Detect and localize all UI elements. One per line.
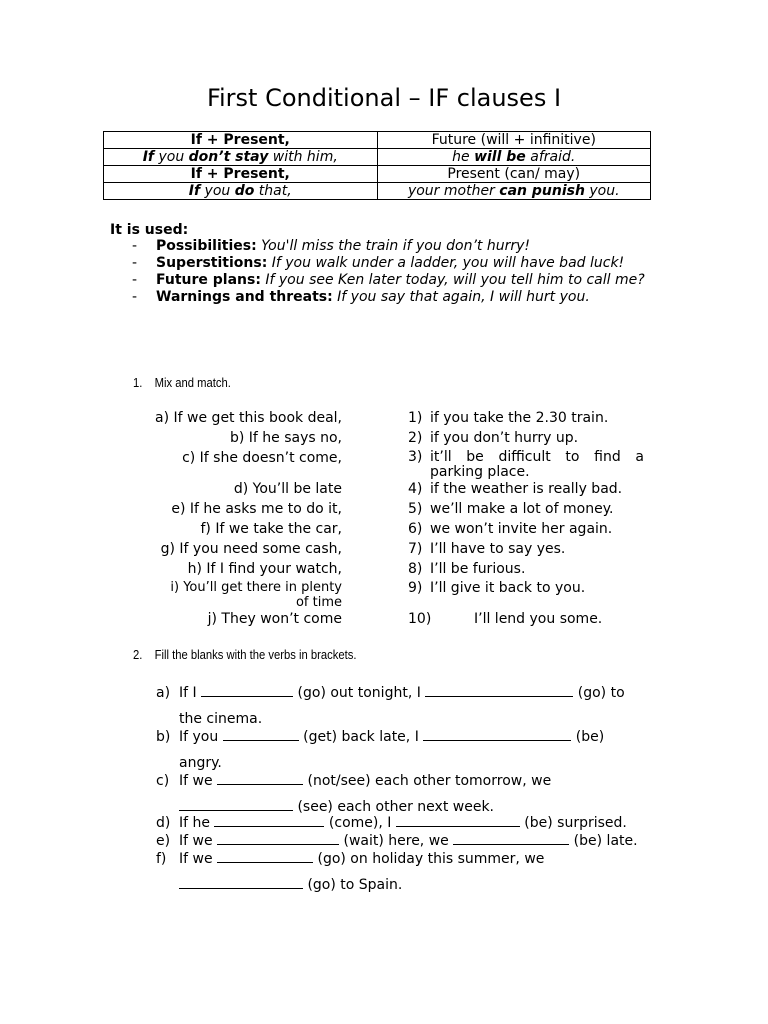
text-span: (be) surprised.	[519, 815, 627, 831]
item-number: 7)	[408, 541, 423, 557]
item-number: 8)	[408, 561, 423, 577]
fill-the-blanks	[156, 680, 666, 898]
text-span: you	[200, 183, 235, 199]
table-row	[104, 149, 651, 166]
list-item	[130, 289, 650, 306]
answer-blank[interactable]	[217, 772, 303, 785]
bold-word: If	[142, 149, 155, 165]
text-span: you.	[584, 183, 620, 199]
clause-left-line: i) You’ll get there in plenty	[170, 580, 342, 595]
item-letter: a)	[156, 685, 171, 701]
bold-word: do	[234, 183, 255, 199]
clause-left: f) If we take the car,	[200, 521, 342, 537]
text-span: If we	[179, 851, 218, 867]
section-title: Mix and match.	[154, 376, 231, 390]
table-cell	[377, 183, 651, 200]
bold-word: can punish	[499, 183, 585, 199]
item-text: if the weather is really bad.	[430, 481, 623, 497]
answer-blank[interactable]	[217, 850, 313, 863]
text-span: If we	[179, 773, 218, 789]
bold-word: If	[188, 183, 201, 199]
clause-left: g) If you need some cash,	[160, 541, 342, 557]
text-span: (get) back late, I	[298, 729, 424, 745]
dash-bullet: -	[132, 255, 138, 271]
table-row	[104, 183, 651, 200]
use-key: Superstitions:	[156, 255, 268, 271]
text-span: If you	[179, 729, 223, 745]
clause-left: e) If he asks me to do it,	[171, 501, 342, 517]
item-number: 2)	[408, 430, 423, 446]
clause-right	[408, 580, 644, 596]
text-span: angry.	[179, 755, 222, 771]
item-letter: e)	[156, 833, 171, 849]
clause-left	[170, 580, 342, 610]
clause-left: a) If we get this book deal,	[155, 410, 342, 426]
section-number: 2.	[133, 648, 143, 662]
item-number: 5)	[408, 501, 423, 517]
text-span: If I	[179, 685, 202, 701]
text-span: If we	[179, 833, 218, 849]
table-cell	[104, 183, 378, 200]
use-key: Future plans:	[156, 272, 261, 288]
item-letter: b)	[156, 729, 171, 745]
item-number: 6)	[408, 521, 423, 537]
table-row	[104, 132, 651, 149]
section-title: Fill the blanks with the verbs in brackets.	[154, 648, 357, 662]
list-item	[130, 238, 650, 255]
bold-word: don’t stay	[188, 149, 269, 165]
text-span: If he	[179, 815, 215, 831]
item-text: I’ll give it back to you.	[430, 580, 586, 596]
text-span: (go) out tonight, I	[293, 685, 426, 701]
item-letter: c)	[156, 773, 170, 789]
text-span: afraid.	[525, 149, 576, 165]
use-example: If you walk under a ladder, you will have bad luck!	[271, 255, 625, 271]
table-cell: Future (will + infinitive)	[377, 132, 651, 149]
item-text: it’ll be difficult to find a parking place.	[430, 449, 644, 480]
use-key: Warnings and threats:	[156, 289, 333, 305]
item-number: 10)	[408, 611, 432, 627]
page-title: First Conditional – IF clauses I	[206, 84, 562, 112]
clause-right	[408, 521, 644, 537]
answer-blank[interactable]	[201, 684, 293, 697]
dash-bullet: -	[132, 289, 138, 305]
table-cell	[104, 149, 378, 166]
clause-right	[408, 541, 644, 557]
answer-blank[interactable]	[217, 832, 339, 845]
use-key: Possibilities:	[156, 238, 257, 254]
section-2-heading	[133, 648, 357, 662]
table-cell: If + Present,	[104, 166, 378, 183]
item-letter: d)	[156, 815, 171, 831]
item-number: 9)	[408, 580, 423, 596]
clause-right	[408, 481, 644, 497]
text-span: with him,	[268, 149, 338, 165]
clause-right	[408, 561, 644, 577]
clause-right	[408, 450, 644, 480]
answer-blank[interactable]	[223, 728, 299, 741]
answer-blank[interactable]	[179, 876, 303, 889]
item-letter: f)	[156, 851, 167, 867]
text-span: (go) on holiday this summer, we	[313, 851, 545, 867]
item-text: I’ll be furious.	[430, 561, 526, 577]
item-text: we’ll make a lot of money.	[430, 501, 614, 517]
answer-blank[interactable]	[453, 832, 569, 845]
item-text: if you take the 2.30 train.	[430, 410, 609, 426]
item-text: I’ll have to say yes.	[430, 541, 566, 557]
uses-list	[130, 238, 650, 306]
clause-right	[408, 430, 644, 446]
text-span: you	[154, 149, 189, 165]
item-number: 1)	[408, 410, 423, 426]
item-text: I’ll lend you some.	[474, 611, 603, 627]
text-span: the cinema.	[179, 711, 263, 727]
list-item	[156, 768, 666, 820]
text-span: (see) each other next week.	[293, 799, 495, 815]
item-number: 4)	[408, 481, 423, 497]
list-item	[156, 814, 666, 832]
clause-left: j) They won’t come	[207, 611, 342, 627]
clause-left: d) You’ll be late	[233, 481, 342, 497]
text-span: (go) to Spain.	[303, 877, 403, 893]
use-example: If you say that again, I will hurt you.	[337, 289, 590, 305]
answer-blank[interactable]	[425, 684, 573, 697]
clause-right	[408, 611, 644, 627]
dash-bullet: -	[132, 238, 138, 254]
table-cell: If + Present,	[104, 132, 378, 149]
text-span: your mother	[407, 183, 500, 199]
text-span: (wait) here, we	[339, 833, 454, 849]
clause-right	[408, 410, 644, 426]
text-span: (be)	[571, 729, 605, 745]
item-text: if you don’t hurry up.	[430, 430, 579, 446]
grammar-table	[103, 131, 651, 200]
item-text: we won’t invite her again.	[430, 521, 613, 537]
text-span: he	[452, 149, 475, 165]
uses-heading: It is used:	[110, 222, 189, 238]
clause-left-line: of time	[295, 595, 342, 610]
clause-right	[408, 501, 644, 517]
text-span: that,	[254, 183, 292, 199]
text-span: (go) to	[573, 685, 625, 701]
list-item	[156, 846, 666, 898]
answer-blank[interactable]	[179, 798, 293, 811]
text-span: (come), I	[324, 815, 396, 831]
answer-blank[interactable]	[396, 814, 520, 827]
dash-bullet: -	[132, 272, 138, 288]
list-item	[130, 272, 650, 289]
text-span: (not/see) each other tomorrow, we	[303, 773, 552, 789]
table-cell: Present (can/ may)	[377, 166, 651, 183]
text-span: (be) late.	[569, 833, 638, 849]
use-example: You'll miss the train if you don’t hurry!	[261, 238, 531, 254]
section-1-heading	[133, 376, 231, 390]
section-number: 1.	[133, 376, 143, 390]
answer-blank[interactable]	[423, 728, 571, 741]
answer-blank[interactable]	[214, 814, 324, 827]
item-number: 3)	[408, 449, 423, 465]
clause-left: b) If he says no,	[229, 430, 342, 446]
use-example: If you see Ken later today, will you tell him to call me?	[265, 272, 645, 288]
list-item	[130, 255, 650, 272]
table-row	[104, 166, 651, 183]
clause-left: h) If I find your watch,	[187, 561, 342, 577]
clause-left: c) If she doesn’t come,	[182, 450, 342, 466]
bold-word: will be	[474, 149, 526, 165]
table-cell	[377, 149, 651, 166]
